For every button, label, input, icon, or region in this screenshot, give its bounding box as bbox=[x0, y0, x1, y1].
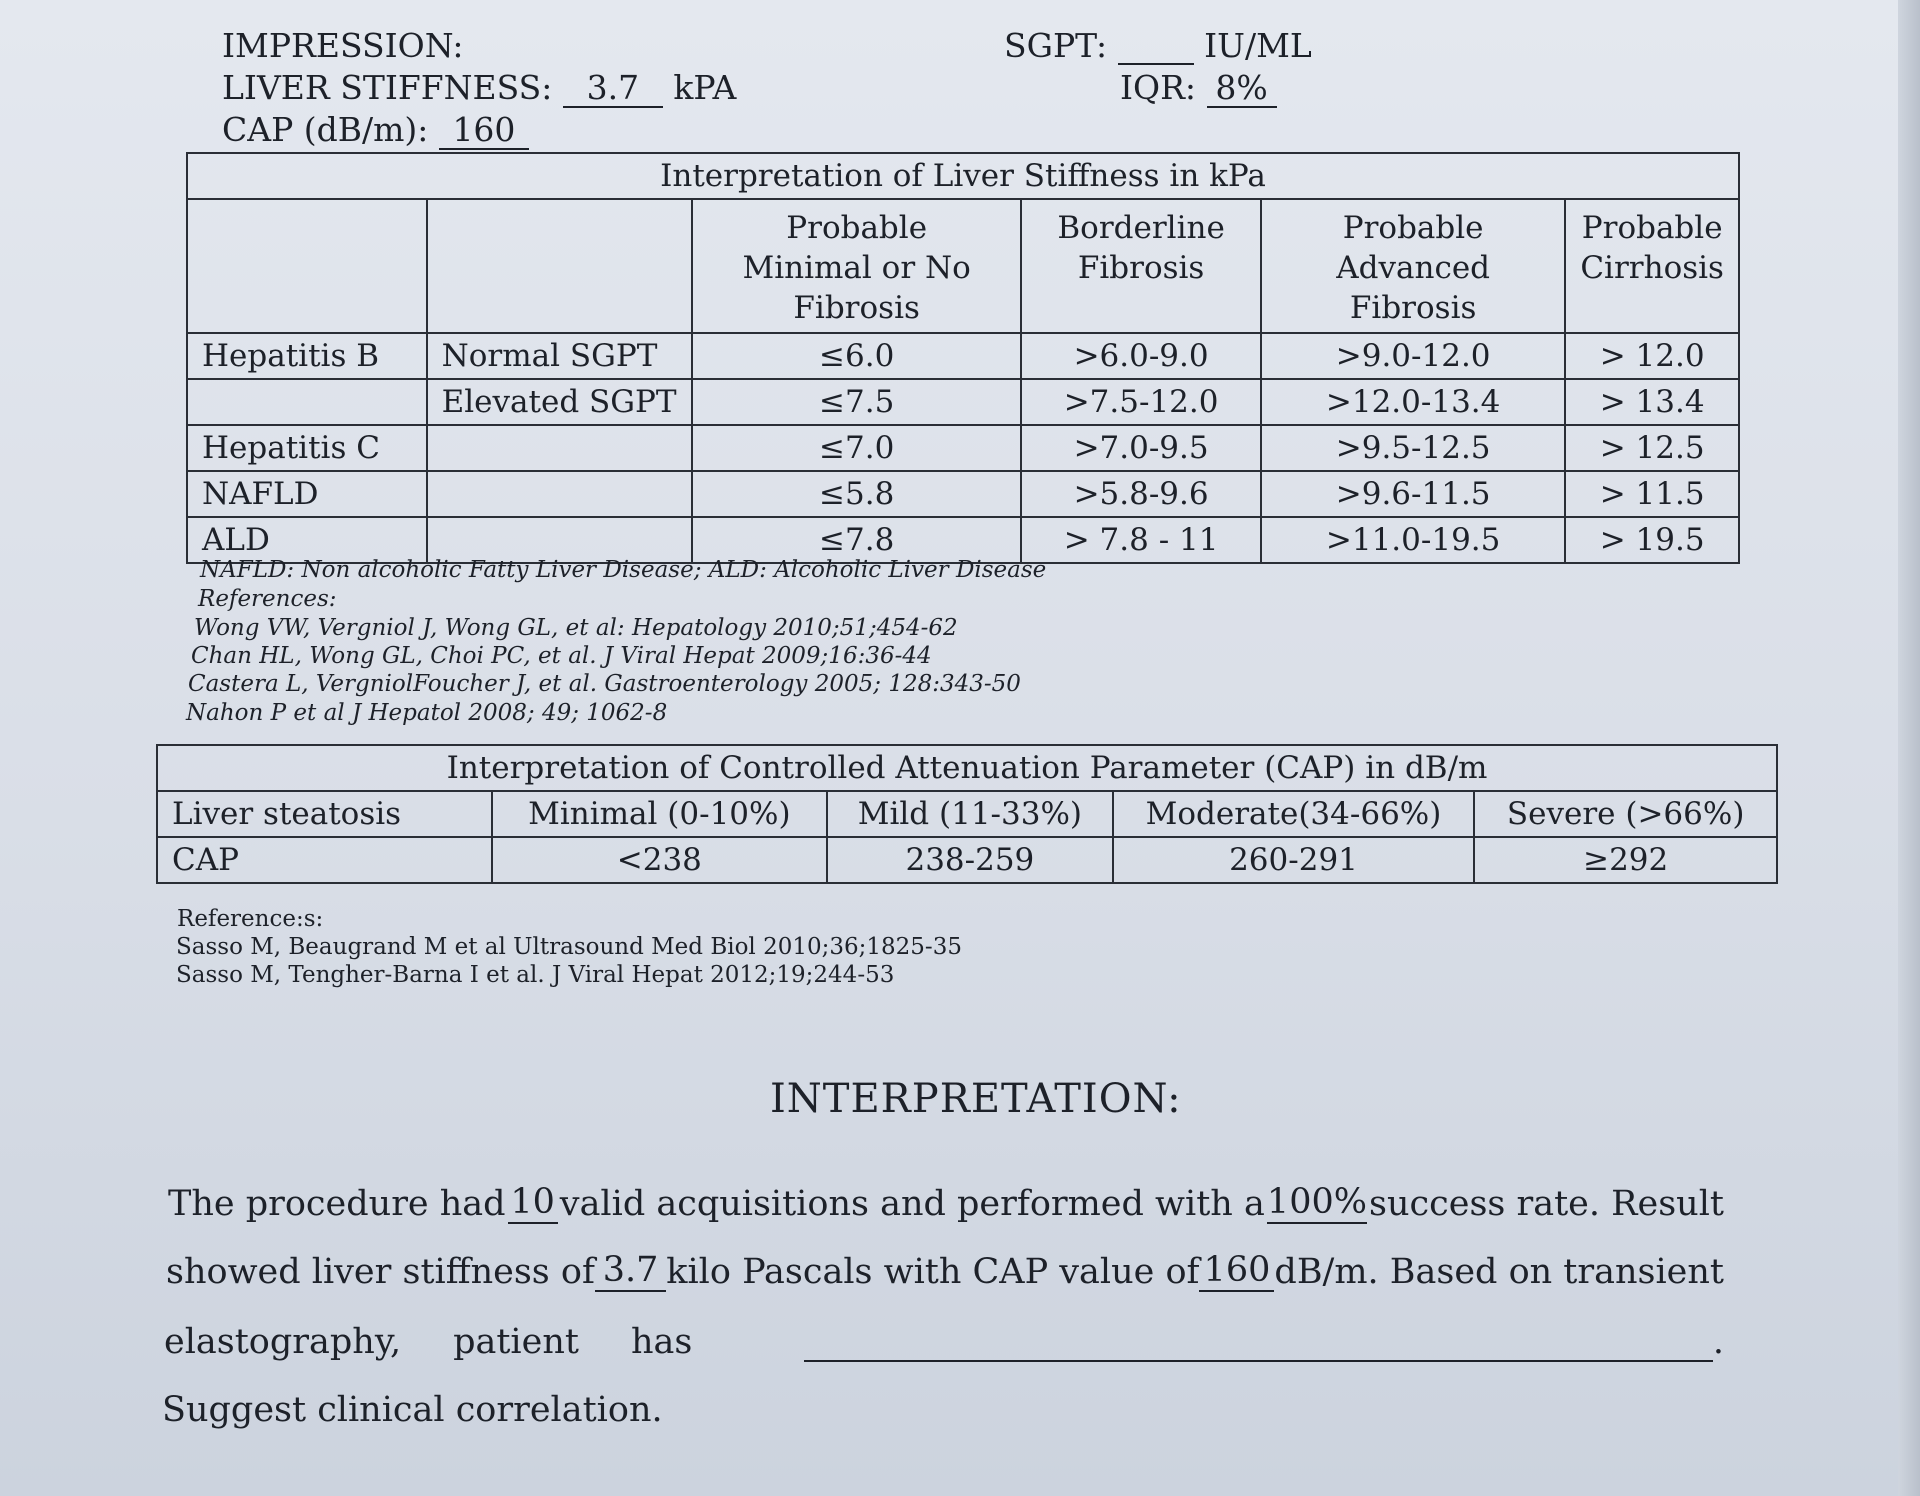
suggest-correlation-line: Suggest clinical correlation. bbox=[162, 1390, 663, 1430]
references-2-heading: Reference:s: bbox=[177, 906, 324, 932]
stiffness-table-title: Interpretation of Liver Stiffness in kPa bbox=[187, 153, 1739, 199]
interpretation-heading: INTERPRETATION: bbox=[770, 1076, 1182, 1122]
sgpt-line bbox=[1004, 26, 1312, 65]
paper-edge-shadow bbox=[1898, 0, 1920, 1496]
iqr-line bbox=[1120, 68, 1277, 108]
value-cell: >6.0-9.0 bbox=[1021, 333, 1261, 379]
value-cell: > 7.8 - 11 bbox=[1021, 517, 1261, 563]
cap-value-cell: ≥292 bbox=[1474, 837, 1777, 883]
row-label-cell: CAP bbox=[157, 837, 492, 883]
table-row bbox=[187, 333, 1739, 379]
value-cell: >9.0-12.0 bbox=[1261, 333, 1565, 379]
cap-value-row bbox=[157, 837, 1777, 883]
value-cell: >9.6-11.5 bbox=[1261, 471, 1565, 517]
header-line: Probable bbox=[1342, 210, 1484, 246]
value-cell: >12.0-13.4 bbox=[1261, 379, 1565, 425]
cap-value-cell: <238 bbox=[492, 837, 828, 883]
grade-cell: Mild (11-33%) bbox=[827, 791, 1113, 837]
cap-value: 160 bbox=[439, 113, 529, 150]
header-minimal-fibrosis bbox=[692, 199, 1021, 333]
text-span: has bbox=[630, 1322, 693, 1362]
cap-table-title: Interpretation of Controlled Attenuation Parameter (CAP) in dB/m bbox=[157, 745, 1777, 791]
header-line: Cirrhosis bbox=[1580, 250, 1724, 286]
header-line: Probable bbox=[1581, 210, 1723, 246]
value-cell: > 13.4 bbox=[1565, 379, 1739, 425]
cap-label: CAP (dB/m): bbox=[222, 110, 429, 149]
liver-stiffness-line bbox=[222, 68, 736, 108]
text-span: The procedure had bbox=[168, 1184, 506, 1224]
text-span: . bbox=[1712, 1322, 1724, 1362]
header-line: Borderline bbox=[1057, 210, 1225, 246]
iqr-label: IQR: bbox=[1120, 68, 1197, 107]
header-borderline-fibrosis bbox=[1021, 199, 1261, 333]
value-cell: >9.5-12.5 bbox=[1261, 425, 1565, 471]
value-cell: > 12.0 bbox=[1565, 333, 1739, 379]
cap-value-cell: 238-259 bbox=[827, 837, 1113, 883]
interpretation-line-1 bbox=[168, 1184, 1724, 1224]
text-span: success rate. Result bbox=[1369, 1184, 1724, 1224]
header-line: Minimal or No bbox=[742, 250, 971, 286]
sgpt-value bbox=[1118, 29, 1194, 65]
cap-result-value: 160 bbox=[1199, 1252, 1274, 1292]
grade-cell: Minimal (0-10%) bbox=[492, 791, 828, 837]
text-span: valid acquisitions and performed with a bbox=[559, 1184, 1265, 1224]
header-blank-cell bbox=[187, 199, 427, 333]
sub-cell: Normal SGPT bbox=[427, 333, 692, 379]
reference-item: Sasso M, Beaugrand M et al Ultrasound Med Biol 2010;36;1825-35 bbox=[176, 934, 962, 960]
acquisitions-value: 10 bbox=[508, 1184, 558, 1224]
text-span: elastography, bbox=[164, 1322, 402, 1362]
impression-heading: IMPRESSION: bbox=[222, 26, 464, 65]
disease-cell: NAFLD bbox=[187, 471, 427, 517]
sub-cell: Elevated SGPT bbox=[427, 379, 692, 425]
stiffness-table-header-row bbox=[187, 199, 1739, 333]
value-cell: >5.8-9.6 bbox=[1021, 471, 1261, 517]
text-span: kilo Pascals with CAP value of bbox=[666, 1252, 1200, 1292]
value-cell: > 11.5 bbox=[1565, 471, 1739, 517]
disease-cell bbox=[187, 379, 427, 425]
liver-stiffness-table bbox=[186, 152, 1740, 564]
sub-cell bbox=[427, 471, 692, 517]
sub-cell bbox=[427, 425, 692, 471]
table-row bbox=[187, 425, 1739, 471]
disease-cell: Hepatitis C bbox=[187, 425, 427, 471]
reference-item: Wong VW, Vergniol J, Wong GL, et al: Hepatology 2010;51;454-62 bbox=[194, 615, 958, 641]
iqr-value: 8% bbox=[1207, 71, 1277, 108]
cap-table bbox=[156, 744, 1778, 884]
row-label-cell: Liver steatosis bbox=[157, 791, 492, 837]
value-cell: ≤6.0 bbox=[692, 333, 1021, 379]
value-cell: > 19.5 bbox=[1565, 517, 1739, 563]
text-span: dB/m. Based on transient bbox=[1274, 1252, 1724, 1292]
value-cell: > 12.5 bbox=[1565, 425, 1739, 471]
value-cell: ≤7.0 bbox=[692, 425, 1021, 471]
value-cell: ≤5.8 bbox=[692, 471, 1021, 517]
reference-item: Sasso M, Tengher-Barna I et al. J Viral Hepat 2012;19;244-53 bbox=[176, 962, 895, 988]
header-line: Advanced Fibrosis bbox=[1336, 250, 1491, 326]
reference-item: Chan HL, Wong GL, Choi PC, et al. J Viral Hepat 2009;16:36-44 bbox=[191, 643, 932, 669]
value-cell: ≤7.8 bbox=[692, 517, 1021, 563]
header-advanced-fibrosis bbox=[1261, 199, 1565, 333]
header-line: Fibrosis bbox=[793, 290, 920, 326]
references-heading: References: bbox=[198, 586, 337, 612]
value-cell: >7.5-12.0 bbox=[1021, 379, 1261, 425]
header-line: Probable bbox=[786, 210, 928, 246]
interpretation-line-3 bbox=[164, 1322, 1724, 1362]
cap-value-cell: 260-291 bbox=[1113, 837, 1475, 883]
grade-cell: Moderate(34-66%) bbox=[1113, 791, 1475, 837]
liver-stiffness-unit: kPA bbox=[673, 68, 737, 107]
grade-cell: Severe (>66%) bbox=[1474, 791, 1777, 837]
stiffness-result-value: 3.7 bbox=[595, 1252, 666, 1292]
disease-cell: Hepatitis B bbox=[187, 333, 427, 379]
table-row bbox=[187, 379, 1739, 425]
text-span: patient bbox=[453, 1322, 579, 1362]
reference-item: Nahon P et al J Hepatol 2008; 49; 1062-8 bbox=[186, 700, 668, 726]
sgpt-label: SGPT: bbox=[1004, 26, 1108, 65]
conclusion-blank bbox=[804, 1324, 1713, 1362]
value-cell: >11.0-19.5 bbox=[1261, 517, 1565, 563]
table-row bbox=[187, 471, 1739, 517]
interpretation-line-2 bbox=[166, 1252, 1724, 1292]
disease-cell: ALD bbox=[187, 517, 427, 563]
value-cell: ≤7.5 bbox=[692, 379, 1021, 425]
abbreviations-note: NAFLD: Non alcoholic Fatty Liver Disease; ALD: Alcoholic Liver Disease bbox=[200, 557, 1047, 583]
success-rate-value: 100% bbox=[1266, 1182, 1367, 1222]
sgpt-unit: IU/ML bbox=[1204, 26, 1312, 65]
header-line: Fibrosis bbox=[1077, 250, 1205, 286]
value-cell: >7.0-9.5 bbox=[1021, 425, 1261, 471]
liver-stiffness-label: LIVER STIFFNESS: bbox=[222, 68, 553, 107]
header-cirrhosis bbox=[1565, 199, 1739, 333]
liver-stiffness-value: 3.7 bbox=[563, 71, 663, 108]
cap-grade-row bbox=[157, 791, 1777, 837]
cap-line bbox=[222, 110, 529, 150]
reference-item: Castera L, VergniolFoucher J, et al. Gastroenterology 2005; 128:343-50 bbox=[188, 671, 1021, 697]
text-span: showed liver stiffness of bbox=[166, 1252, 595, 1292]
header-blank-cell bbox=[427, 199, 692, 333]
